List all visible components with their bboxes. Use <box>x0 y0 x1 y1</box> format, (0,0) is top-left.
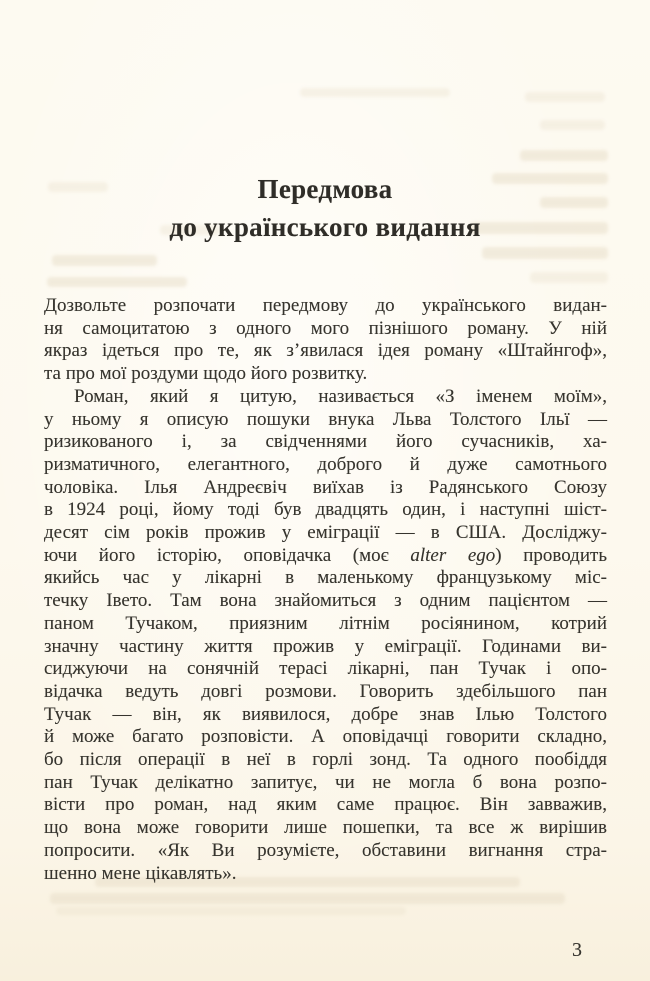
chapter-title-line-2: до українського видання <box>169 212 481 242</box>
chapter-title-line-1: Передмова <box>257 174 393 204</box>
body-line: Роман, який я цитую, називається «З іменем моїм», <box>74 385 607 407</box>
bleedthrough-ghost <box>530 272 608 283</box>
body-line: ризикованого і, за свідченнями його сучасників, ха- <box>44 431 607 453</box>
body-line-segment: ючи його історію, оповідачка (моє <box>44 544 411 566</box>
body-line: шенно мене цікавлять». <box>44 862 237 884</box>
body-text <box>44 295 607 885</box>
body-line: бо після операції в неї в горлі зонд. Та одного пообіддя <box>44 749 607 771</box>
body-line: ня самоцитатою з одного мого пізнішого роману. У ній <box>44 317 607 339</box>
body-line: й може багато розповісти. А оповідачці говорити складно, <box>44 726 607 748</box>
body-line: ризматичного, елегантного, доброго й дуже самотнього <box>44 453 607 475</box>
body-line: паном Тучаком, приязним літнім росіянином, котрий <box>44 612 607 634</box>
body-line: у ньому я описую пошуки внука Льва Толстого Ільї — <box>44 408 607 430</box>
bleedthrough-ghost <box>540 120 605 130</box>
bleedthrough-ghost <box>47 277 187 287</box>
bleedthrough-ghost <box>520 150 608 161</box>
chapter-title <box>0 170 650 246</box>
latin-phrase: alter ego <box>410 544 496 566</box>
body-line <box>44 545 607 568</box>
body-line: якраз ідеться про те, як з’явилася ідея роману «Штайнгоф», <box>44 340 607 362</box>
body-line: пан Тучак делікатно запитує, чи не могла б вона розпо- <box>44 771 607 793</box>
body-line: десят сім років прожив у еміграції — в США. Досліджу- <box>44 522 607 544</box>
bleedthrough-ghost <box>482 247 608 259</box>
body-line: Тучак — він, як виявилося, добре знав Ілью Толстого <box>44 703 607 725</box>
page-number: 3 <box>572 939 582 961</box>
bleedthrough-ghost <box>300 88 450 97</box>
body-line: течку Івето. Там вона знайомиться з одним пацієнтом — <box>44 590 607 612</box>
bleedthrough-ghost <box>525 92 605 102</box>
bleedthrough-ghost <box>50 893 565 904</box>
body-line: Дозвольте розпочати передмову до українського видан- <box>44 295 607 316</box>
body-line: вісти про роман, над яким саме працює. Він завважив, <box>44 794 607 816</box>
body-line: що вона може говорити лише пошепки, та все ж вирішив <box>44 817 607 839</box>
bleedthrough-ghost <box>56 907 406 915</box>
body-line: відачка ведуть довгі розмови. Говорить здебільшого пан <box>44 680 607 702</box>
body-line: сиджуючи на сонячній терасі лікарні, пан Тучак і опо- <box>44 658 607 680</box>
body-line: та про мої роздуми щодо його розвитку. <box>44 363 368 385</box>
body-line: значну частину життя прожив у еміграції. Годинами ви- <box>44 635 607 657</box>
body-line: попросити. «Як Ви розумієте, обставини вигнання стра- <box>44 839 607 861</box>
body-line-segment: ) проводить <box>495 544 607 566</box>
bleedthrough-ghost <box>52 255 157 266</box>
body-line: чоловіка. Ілья Андреєвіч виїхав із Радянського Союзу <box>44 476 607 498</box>
body-line: якийсь час у лікарні в маленькому французькому міс- <box>44 567 607 589</box>
body-line: в 1924 році, йому тоді був двадцять один, і наступні шіст- <box>44 499 607 521</box>
